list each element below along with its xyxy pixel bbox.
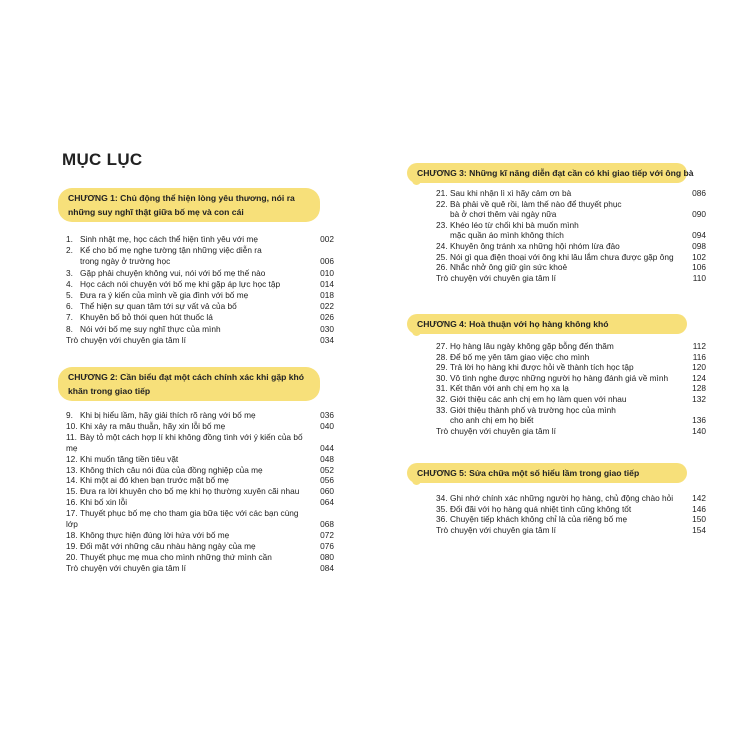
entry-title: Thuyết phục bố mẹ cho tham gia bữa tiệc với các bạn cùng lớp [66, 508, 299, 530]
toc-entry [436, 188, 706, 199]
entry-title: Khi một ai đó khen bạn trước mặt bố mẹ [80, 475, 229, 486]
entry-page-number: 022 [320, 301, 334, 312]
entry-page-number: 128 [692, 383, 706, 394]
toc-entry [66, 508, 334, 530]
entry-number: 20. [66, 551, 78, 562]
toc-entry [66, 312, 334, 323]
entry-title: Không thích câu nói đùa của đồng nghiệp của mẹ [80, 464, 263, 475]
entry-page-number: 140 [692, 425, 706, 436]
toc-entry [66, 530, 334, 541]
toc-entry [66, 432, 334, 454]
entry-page-number: 112 [692, 341, 706, 351]
entry-title: Vô tình nghe được những người họ hàng đánh giá về mình [450, 372, 669, 383]
chapter-1-entries [66, 234, 334, 346]
entry-page-number: 052 [320, 464, 334, 475]
entry-number: 4. [66, 278, 73, 289]
entry-page-number: 080 [320, 551, 334, 562]
chapter-3-entries [436, 188, 706, 283]
entry-title: Họ hàng lâu ngày không gặp bỗng đến thăm [450, 341, 614, 351]
entry-number: 14. [66, 475, 78, 486]
chapter-2-entries [66, 410, 334, 574]
entry-title: bà ở chơi thêm vài ngày nữa [450, 209, 557, 220]
toc-entry [436, 199, 706, 210]
toc-entry [436, 383, 706, 394]
toc-entry [436, 415, 706, 426]
entry-title: Để bố mẹ yên tâm giao việc cho mình [450, 351, 590, 362]
entry-title: Không thực hiện đúng lời hứa với bố mẹ [80, 529, 230, 540]
toc-entry [66, 234, 334, 245]
entry-title: Trò chuyện với chuyên gia tâm lí [66, 334, 186, 345]
toc-entry [436, 252, 706, 263]
toc-entry [66, 279, 334, 290]
entry-number: 12. [66, 453, 78, 464]
entry-number: 21. [436, 188, 448, 198]
toc-entry [66, 301, 334, 312]
toc-entry [66, 497, 334, 508]
toc-entry [66, 475, 334, 486]
toc-entry [436, 493, 706, 504]
entry-page-number: 132 [692, 393, 706, 404]
entry-title: Giới thiệu thành phố và trường học của mình [450, 404, 616, 415]
entry-number: 36. [436, 514, 448, 525]
toc-entry [436, 273, 706, 284]
entry-title: Bày tỏ một cách hợp lí khi không đồng tình với ý kiến của bố mẹ [66, 431, 303, 453]
entry-title: Trò chuyện với chuyên gia tâm lí [66, 562, 186, 573]
toc-entry [66, 563, 334, 574]
toc-entry [436, 262, 706, 273]
entry-title: Trả lời họ hàng khi được hỏi về thành tích học tập [450, 362, 634, 373]
entry-page-number: 142 [692, 493, 706, 503]
entry-page-number: 146 [692, 503, 706, 514]
toc-entry [66, 410, 334, 421]
entry-title: Ghi nhớ chính xác những người họ hàng, chủ động chào hỏi [450, 493, 674, 503]
entry-page-number: 018 [320, 290, 334, 301]
toc-entry [436, 230, 706, 241]
toc-entry [436, 220, 706, 231]
entry-page-number: 002 [320, 234, 334, 244]
entry-page-number: 068 [320, 519, 334, 530]
entry-number: 35. [436, 503, 448, 514]
toc-entry [436, 426, 706, 437]
entry-page-number: 072 [320, 529, 334, 540]
entry-page-number: 056 [320, 475, 334, 486]
entry-number: 10. [66, 420, 78, 431]
entry-number: 31. [436, 383, 448, 394]
entry-page-number: 154 [692, 524, 706, 535]
toc-entry [436, 209, 706, 220]
entry-page-number: 040 [320, 420, 334, 431]
toc-entry [66, 454, 334, 465]
entry-page-number: 090 [692, 209, 706, 220]
toc-entry [436, 525, 706, 536]
toc-entry [66, 465, 334, 476]
entry-number: 18. [66, 529, 78, 540]
entry-page-number: 094 [692, 230, 706, 241]
toc-entry [436, 405, 706, 416]
entry-number: 7. [66, 312, 73, 323]
toc-entry [66, 256, 334, 267]
entry-number: 13. [66, 464, 78, 475]
chapter-3-heading: CHƯƠNG 3: Những kĩ năng diễn đạt cần có khi giao tiếp với ông bà [407, 163, 687, 183]
entry-title: cho anh chị em họ biết [450, 415, 534, 426]
entry-number: 19. [66, 540, 78, 551]
entry-title: Khi muốn tăng tiền tiêu vặt [80, 453, 179, 464]
entry-page-number: 116 [692, 351, 706, 362]
chapter-4-entries [436, 341, 706, 436]
entry-title: Sau khi nhận lì xì hãy cảm ơn bà [450, 188, 572, 198]
entry-page-number: 048 [320, 453, 334, 464]
entry-page-number: 010 [320, 267, 334, 278]
toc-entry [436, 352, 706, 363]
entry-title: Nhắc nhở ông giữ gìn sức khoẻ [450, 262, 568, 273]
entry-number: 11. [66, 431, 77, 442]
entry-title: Giới thiệu các anh chị em họ làm quen với nhau [450, 393, 627, 404]
chapter-1-heading: CHƯƠNG 1: Chủ động thể hiện lòng yêu thương, nói ra những suy nghĩ thật giữa bố mẹ và con cái [58, 188, 320, 222]
chapter-5-heading: CHƯƠNG 5: Sửa chữa một số hiểu lầm trong giao tiếp [407, 463, 687, 483]
entry-title: Nói với bố mẹ suy nghĩ thực của mình [80, 323, 221, 334]
toc-entry [66, 552, 334, 563]
entry-title: Học cách nói chuyện với bố mẹ khi gặp áp lực học tập [80, 278, 281, 289]
entry-number: 27. [436, 341, 448, 351]
entry-number: 15. [66, 486, 78, 497]
toc-entry [436, 241, 706, 252]
entry-number: 17. [66, 508, 78, 519]
entry-number: 34. [436, 493, 448, 503]
entry-number: 28. [436, 351, 448, 362]
entry-page-number: 060 [320, 486, 334, 497]
entry-page-number: 102 [692, 251, 706, 262]
entry-title: Chuyện tiếp khách không chỉ là của riêng bố mẹ [450, 514, 628, 525]
entry-page-number: 030 [320, 323, 334, 334]
entry-title: Kết thân với anh chị em họ xa lạ [450, 383, 569, 394]
toc-entry [436, 362, 706, 373]
entry-title: Kể cho bố mẹ nghe tường tận những việc diễn ra [80, 245, 262, 256]
entry-number: 9. [66, 410, 73, 420]
entry-page-number: 106 [692, 262, 706, 273]
toc-entry [436, 394, 706, 405]
page-title: MỤC LỤC [62, 150, 143, 169]
entry-page-number: 136 [692, 415, 706, 426]
entry-page-number: 044 [320, 442, 334, 453]
entry-page-number: 026 [320, 312, 334, 323]
toc-entry [66, 290, 334, 301]
entry-number: 29. [436, 362, 448, 373]
entry-page-number: 034 [320, 334, 334, 345]
toc-entry [66, 421, 334, 432]
toc-entry [436, 373, 706, 384]
chapter-4-heading: CHƯƠNG 4: Hoà thuận với họ hàng không khó [407, 314, 687, 334]
entry-title: Đưa ra ý kiến của mình về gia đình với bố mẹ [80, 290, 249, 301]
toc-entry [66, 335, 334, 346]
entry-number: 3. [66, 267, 73, 278]
entry-page-number: 036 [320, 410, 334, 420]
entry-page-number: 110 [692, 272, 706, 283]
entry-number: 26. [436, 262, 448, 273]
entry-title: Khuyên bố bỏ thói quen hút thuốc lá [80, 312, 213, 323]
entry-title: mặc quần áo mình không thích [450, 230, 564, 241]
entry-title: Trò chuyện với chuyên gia tâm lí [436, 272, 556, 283]
entry-title: Đưa ra lời khuyên cho bố mẹ khi họ thường xuyên cãi nhau [80, 486, 300, 497]
entry-number: 24. [436, 240, 448, 251]
toc-entry [66, 541, 334, 552]
entry-page-number: 006 [320, 256, 334, 267]
entry-number: 33. [436, 404, 448, 415]
entry-title: Trò chuyện với chuyên gia tâm lí [436, 524, 556, 535]
entry-title: trong ngày ở trường học [80, 256, 171, 267]
chapter-5-entries [436, 493, 706, 535]
entry-number: 22. [436, 198, 448, 209]
entry-title: Khi xảy ra mâu thuẫn, hãy xin lỗi bố mẹ [80, 420, 226, 431]
toc-entry [436, 514, 706, 525]
toc-entry [66, 486, 334, 497]
entry-number: 8. [66, 323, 73, 334]
toc-entry [66, 268, 334, 279]
entry-number: 6. [66, 301, 73, 312]
entry-title: Đối mặt với những câu nhàu hàng ngày của mẹ [80, 540, 256, 551]
entry-number: 30. [436, 372, 448, 383]
entry-title: Gặp phải chuyện không vui, nói với bố mẹ thế nào [80, 267, 266, 278]
entry-number: 2. [66, 245, 73, 256]
entry-title: Thuyết phục mẹ mua cho mình những thứ mình cần [80, 551, 272, 562]
toc-entry [66, 245, 334, 256]
entry-number: 23. [436, 219, 448, 230]
entry-page-number: 086 [692, 188, 706, 198]
entry-number: 32. [436, 393, 448, 404]
entry-page-number: 076 [320, 540, 334, 551]
entry-number: 16. [66, 497, 78, 508]
entry-number: 25. [436, 251, 448, 262]
entry-title: Khi bị hiểu lầm, hãy giải thích rõ ràng với bố mẹ [80, 410, 256, 420]
entry-title: Bà phải về quê rồi, làm thế nào để thuyết phục [450, 198, 622, 209]
chapter-2-heading: CHƯƠNG 2: Cần biểu đạt một cách chính xác khi gặp khó khăn trong giao tiếp [58, 367, 320, 401]
toc-entry [66, 324, 334, 335]
toc-entry [436, 504, 706, 515]
entry-title: Khéo léo từ chối khi bà muốn mình [450, 219, 579, 230]
entry-title: Trò chuyện với chuyên gia tâm lí [436, 425, 556, 436]
entry-page-number: 098 [692, 240, 706, 251]
entry-page-number: 150 [692, 514, 706, 525]
entry-title: Khi bố xin lỗi [80, 497, 128, 508]
entry-page-number: 014 [320, 278, 334, 289]
entry-title: Khuyên ông tránh xa những hội nhóm lừa đảo [450, 240, 620, 251]
toc-entry [436, 341, 706, 352]
entry-page-number: 120 [692, 362, 706, 373]
entry-number: 1. [66, 234, 73, 244]
entry-title: Đối đãi với họ hàng quá nhiệt tình cũng không tốt [450, 503, 632, 514]
entry-title: Sinh nhật mẹ, học cách thể hiện tình yêu với mẹ [80, 234, 258, 244]
entry-title: Thể hiện sự quan tâm tới sự vất vả của bố [80, 301, 237, 312]
entry-page-number: 124 [692, 372, 706, 383]
entry-page-number: 064 [320, 497, 334, 508]
entry-page-number: 084 [320, 562, 334, 573]
entry-number: 5. [66, 290, 73, 301]
entry-title: Nói gì qua điện thoại với ông khi lâu lắm chưa được gặp ông [450, 251, 674, 262]
